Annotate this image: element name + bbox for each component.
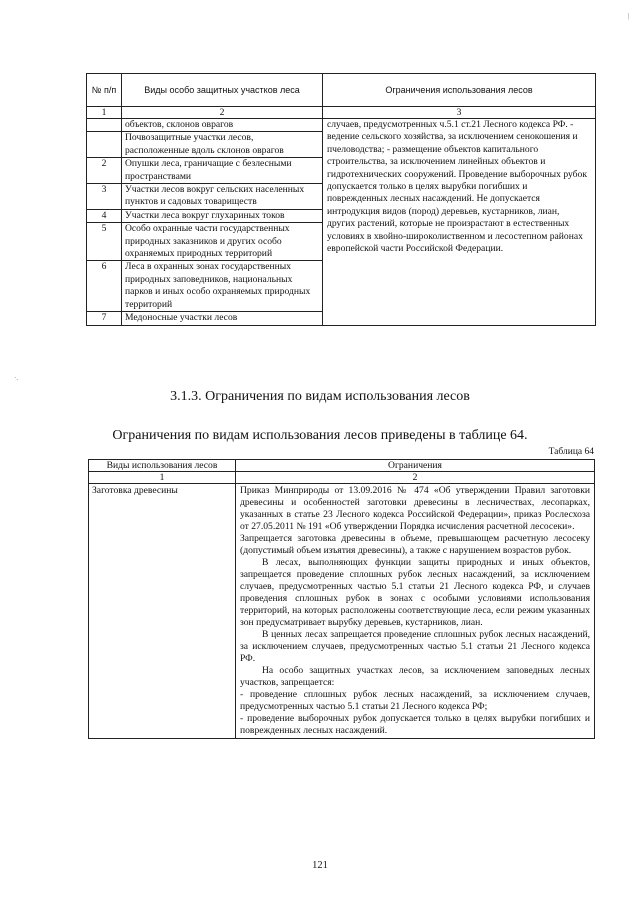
limits-paragraph: - проведение сплошных рубок лесных насаждений, за исключением случаев, предусмотренных частью 5.1 статьи 21 Лесного кодекса РФ; [240, 689, 590, 712]
table2-colnum: 1 [89, 472, 236, 484]
table1-header-num: № п/п [87, 74, 122, 107]
table1-colnum: 3 [323, 107, 596, 119]
limits-paragraph: - проведение выборочных рубок допускается только в целях вырубки погибших и поврежденных лесных насаждений. [240, 713, 590, 736]
table2-colnum: 2 [236, 472, 595, 484]
table1-header-limits: Ограничения использования лесов [323, 74, 596, 107]
limits-paragraph: В ценных лесах запрещается проведение сплошных рубок лесных насаждений, за исключением случаев, предусмотренных частью 5.1 статьи 21 Лесного кодекса РФ. [240, 629, 590, 664]
table1-colnum: 1 [87, 107, 122, 119]
table2-header-row [89, 460, 595, 472]
row-number: 5 [87, 223, 122, 261]
forest-use-limits-table [88, 459, 595, 739]
use-kind: Заготовка древесины [89, 484, 236, 739]
area-type: объектов, склонов оврагов [122, 119, 323, 132]
area-type: Почвозащитные участки лесов, расположенные вдоль склонов оврагов [122, 132, 323, 158]
intro-paragraph: Ограничения по видам использования лесов приведены в таблице 64. [112, 428, 528, 443]
use-limits [236, 484, 595, 739]
limits-paragraph: Приказ Минприроды от 13.09.2016 № 474 «Об утверждении Правил заготовки древесины и особенностей заготовки древесины в лесничествах, лесопарках, указанных в статье 23 Лесного кодекса Российской Федерации», приказ Рослесхоза от 27.05.2011 № 191 «Об утверждении Порядка исчисления расчетной лесосеки». [240, 485, 590, 532]
area-type: Опушки леса, граничащие с безлесными пространствами [122, 158, 323, 184]
protective-areas-table [86, 73, 596, 326]
table1-header-types: Виды особо защитных участков леса [122, 74, 323, 107]
row-number: 4 [87, 209, 122, 222]
row-number [87, 119, 122, 132]
limits-paragraph: В лесах, выполняющих функции защиты природных и иных объектов, запрещается проведение сплошных рубок лесных насаждений, за исключением случаев, предусмотренных частью 5.1 статьи 21 Лесного кодекса РФ, и случаев проведения сплошных рубок в зонах с особыми условиями использования территорий, на которых расположены соответствующие леса, если режим указанных зон предусматривает вырубку деревьев, кустарников, лиан. [240, 557, 590, 628]
area-type: Участки леса вокруг глухариных токов [122, 209, 323, 222]
row-number: 3 [87, 184, 122, 210]
scan-mark: | [628, 12, 630, 20]
area-type: Особо охранные части государственных природных заказников и других особо охраняемых природных территорий [122, 223, 323, 261]
row-number: 7 [87, 312, 122, 325]
table2-header-limits: Ограничения [236, 460, 595, 472]
table-row [87, 119, 596, 132]
area-type: Медоносные участки лесов [122, 312, 323, 325]
table2-header-kinds: Виды использования лесов [89, 460, 236, 472]
table1-header-row [87, 74, 596, 107]
limits-paragraph: Запрещается заготовка древесины в объеме, превышающем расчетную лесосеку (допустимый объем изъятия древесины), а также с нарушением возрастов рубок. [240, 533, 590, 556]
limits-paragraph: На особо защитных участках лесов, за исключением заповедных лесных участков, запрещается: [240, 665, 590, 688]
row-number: 6 [87, 261, 122, 312]
section-heading: 3.1.3. Ограничения по видам использования лесов [170, 389, 470, 404]
area-type: Леса в охранных зонах государственных природных заповедников, национальных парков и иных особо охраняемых природных территорий [122, 261, 323, 312]
table-row [89, 484, 595, 739]
row-number [87, 132, 122, 158]
table-caption: Таблица 64 [548, 447, 594, 457]
scan-mark: ·. [14, 374, 19, 382]
page-number: 121 [312, 860, 328, 871]
table2-colnum-row [89, 472, 595, 484]
limits-text: случаев, предусмотренных ч.5.1 ст.21 Лесного кодекса РФ. - ведение сельского хозяйства, за исключением сенокошения и пчеловодства; - размещение объектов капитального строительства, за исключением линейных объектов и гидротехнических сооружений. Проведение выборочных рубок допускается только в целях вырубки погибших и поврежденных лесных насаждений. Не допускается интродукция видов (пород) деревьев, кустарников, лиан, других растений, которые не произрастают в естественных условиях в хвойно-широколиственном и лесостепном районах европейской части Российской Федерации. [323, 119, 596, 326]
table1-colnum-row [87, 107, 596, 119]
table1-colnum: 2 [122, 107, 323, 119]
row-number: 2 [87, 158, 122, 184]
area-type: Участки лесов вокруг сельских населенных пунктов и садовых товариществ [122, 184, 323, 210]
